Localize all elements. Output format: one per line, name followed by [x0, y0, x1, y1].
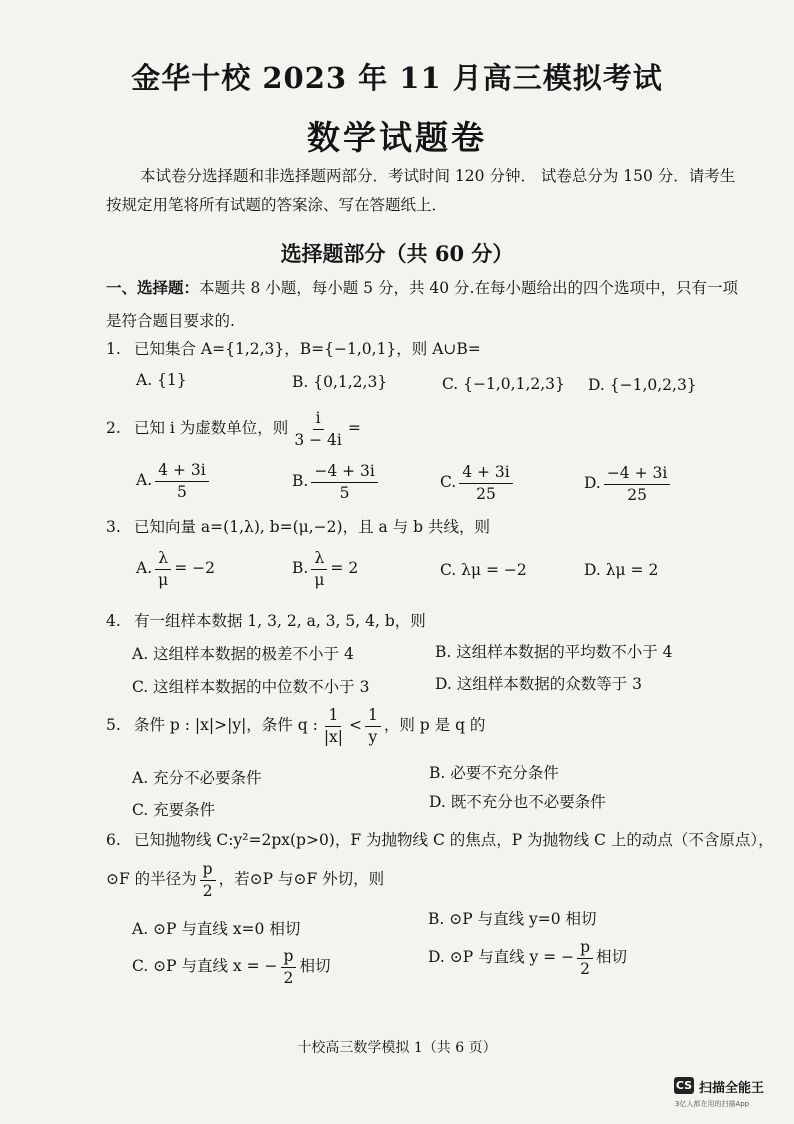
- exam-subtitle: 数学试题卷: [307, 118, 487, 157]
- q5-option-d: D. 既不充分也不必要条件: [429, 793, 606, 811]
- question-number: 6.: [106, 831, 121, 849]
- page-footer: 十校高三数学模拟 1（共 6 页）: [297, 1040, 497, 1056]
- q3-option-b: B. $\frac{\lambda}{\mu}$ = 2: [292, 549, 359, 589]
- question-number: 5.: [106, 716, 121, 735]
- question-2: 2. 已知 i 为虚数单位，则 $\frac{i}{3 - 4i}$ =: [106, 409, 361, 449]
- scanner-watermark: [674, 1075, 786, 1115]
- scanner-app-name: 扫描全能王: [699, 1081, 765, 1096]
- q5-option-b: B. 必要不充分条件: [429, 764, 559, 782]
- exam-title: 金华十校 2023 年 11 月高三模拟考试: [131, 61, 663, 95]
- stem-fraction: $\frac{i}{3 - 4i}$: [294, 409, 342, 449]
- question-1: [106, 337, 481, 359]
- question-stem: 已知向量 a=(1,λ), b=(μ,−2)，且 a 与 b 共线，则: [134, 518, 490, 536]
- q5-option-c: C. 充要条件: [132, 801, 216, 819]
- q1-option-b: B. {0,1,2,3}: [292, 373, 388, 391]
- exam-instructions: 本试卷分选择题和非选择题两部分．考试时间 120 分钟． 试卷总分为 150 分．请考生按规定用笔将所有试题的答案涂、写在答题纸上．: [106, 167, 736, 214]
- q3-option-d: D. λμ = 2: [584, 561, 659, 579]
- question-3: [106, 515, 490, 537]
- question-number: 2.: [106, 419, 121, 438]
- q6-option-c: C. ⊙P 与直线 x = − $\frac{p}{2}$ 相切: [132, 947, 331, 987]
- question-stem: 条件 p : |x|>|y|，条件 q :: [134, 716, 318, 735]
- scanner-tagline: 3亿人都在用的扫描App: [675, 1100, 750, 1108]
- question-stem: 已知集合 A={1,2,3}，B={−1,0,1}，则 A∪B=: [134, 340, 481, 358]
- q1-option-a: A. {1}: [136, 371, 187, 389]
- question-number: 3.: [106, 518, 121, 536]
- q5-option-a: A. 充分不必要条件: [132, 769, 262, 787]
- question-6: [106, 828, 774, 850]
- q1-option-c: C. {−1,0,1,2,3}: [442, 375, 565, 393]
- question-number: 4.: [106, 612, 121, 630]
- q4-option-d: D. 这组样本数据的众数等于 3: [435, 675, 643, 693]
- q6-option-b: B. ⊙P 与直线 y=0 相切: [428, 910, 597, 928]
- q4-option-b: B. 这组样本数据的平均数不小于 4: [435, 643, 673, 661]
- question-stem: 有一组样本数据 1, 3, 2, a, 3, 5, 4, b，则: [134, 612, 426, 630]
- q2-option-c: C. $\frac{4 + 3i}{25}$: [440, 463, 516, 503]
- q2-option-d: D. $\frac{-4 + 3i}{25}$: [584, 464, 673, 504]
- camscanner-logo-icon: CS: [675, 1079, 693, 1092]
- q2-option-b: B. $\frac{-4 + 3i}{5}$: [292, 462, 381, 502]
- q1-option-d: D. {−1,0,2,3}: [588, 376, 697, 394]
- part-description: 本题共 8 小题，每小题 5 分，共 40 分.在每小题给出的四个选项中，只有一项是符合题目要求的.: [106, 279, 738, 330]
- question-6-line-2: ⊙F 的半径为 $\frac{p}{2}$ ，若⊙P 与⊙F 外切，则: [106, 860, 385, 900]
- question-stem: 已知抛物线 C:y²=2px(p>0)，F 为抛物线 C 的焦点，P 为抛物线 C 上的动点（不含原点），: [134, 831, 774, 849]
- q3-option-c: C. λμ = −2: [440, 561, 527, 579]
- question-stem: 已知 i 为虚数单位，则: [134, 419, 289, 438]
- q3-option-a: A. $\frac{\lambda}{\mu}$ = −2: [136, 549, 215, 589]
- q6-option-a: A. ⊙P 与直线 x=0 相切: [132, 920, 301, 938]
- q6-option-d: D. ⊙P 与直线 y = − $\frac{p}{2}$ 相切: [428, 938, 628, 978]
- part-instructions: [106, 271, 746, 338]
- section-heading: 选择题部分（共 60 分）: [280, 241, 514, 266]
- question-4: [106, 609, 426, 631]
- part-label: 一、选择题：: [106, 278, 200, 297]
- question-number: 1.: [106, 340, 121, 358]
- q4-option-a: A. 这组样本数据的极差不小于 4: [132, 645, 354, 663]
- q2-option-a: A. $\frac{4 + 3i}{5}$: [136, 461, 212, 501]
- q4-option-c: C. 这组样本数据的中位数不小于 3: [132, 678, 370, 696]
- question-5: 5. 条件 p : |x|>|y|，条件 q : $\frac{1}{|x|}$ < $\frac{1}{y}$ ，则 p 是 q 的: [106, 706, 486, 746]
